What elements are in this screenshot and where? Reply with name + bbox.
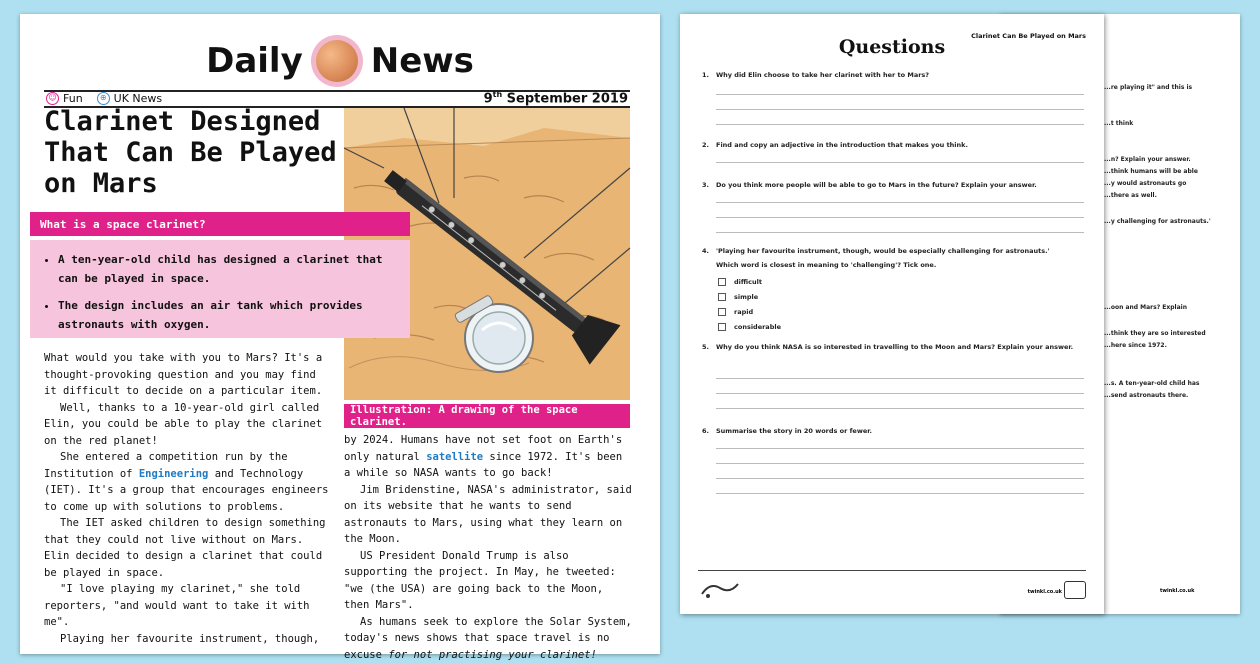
article-paragraph: What would you take with you to Mars? It's a thought-provoking question and you may find it difficult to decide on a particular item. <box>44 350 334 400</box>
back-text-line: ...think humans will be able <box>1104 168 1198 175</box>
question-6: 6. Summarise the story in 20 words or fewer. <box>702 426 1084 436</box>
checkbox[interactable] <box>718 293 726 301</box>
back-text-line: ...re playing it" and this is <box>1104 84 1192 91</box>
back-text-line: ...n? Explain your answer. <box>1104 156 1191 163</box>
article-headline: Clarinet Designed That Can Be Played on Mars <box>44 106 344 199</box>
answer-lines[interactable] <box>716 364 1084 409</box>
answer-lines[interactable] <box>716 188 1084 233</box>
back-text-line: ...oon and Mars? Explain <box>1104 304 1187 311</box>
masthead-news: News <box>371 41 474 81</box>
questions-title: Questions <box>680 36 1104 58</box>
summary-heading: What is a space clarinet? <box>30 212 410 236</box>
article-column-2 <box>344 432 634 663</box>
checkbox[interactable] <box>718 278 726 286</box>
back-text-line: ...send astronauts there. <box>1104 392 1188 399</box>
back-text-line: ...s. A ten-year-old child has <box>1104 380 1199 387</box>
checkbox[interactable] <box>718 323 726 331</box>
summary-point: • A ten-year-old child has designed a clarinet that can be played in space. <box>58 250 398 288</box>
question-2: 2. Find and copy an adjective in the introduction that makes you think. <box>702 140 1084 150</box>
back-footer-text: twinkl.co.uk <box>1160 588 1194 594</box>
glossary-link-engineering[interactable]: Engineering <box>139 468 209 480</box>
option-rapid[interactable]: rapid <box>718 308 753 316</box>
category-fun: Fun <box>63 92 83 105</box>
publication-date: 9th September 2019 <box>484 90 628 106</box>
back-text-line: ...t think <box>1104 120 1133 127</box>
badge-icon <box>1064 581 1086 599</box>
footer-text: twinkl.co.uk <box>1028 589 1062 595</box>
article-paragraph: Jim Bridenstine, NASA's administrator, said on its website that he wants to send astronauts to Mars, using what they learn on the Moon. <box>344 482 634 548</box>
summary-box <box>30 240 410 338</box>
question-4-instruction: Which word is closest in meaning to 'challenging'? Tick one. <box>716 260 936 270</box>
running-head: Clarinet Can Be Played on Mars <box>971 32 1086 40</box>
article-paragraph: "I love playing my clarinet," she told reporters, "and would want to take it with me". <box>44 581 334 631</box>
question-5: 5. Why do you think NASA is so interested in travelling to the Moon and Mars? Explain your answer. <box>702 342 1084 352</box>
answer-lines[interactable] <box>716 80 1084 125</box>
questions-page <box>680 14 1104 614</box>
category-uk-news: UK News <box>114 92 163 105</box>
article-paragraph: Well, thanks to a 10-year-old girl called Elin, you could be able to play the clarinet on the red planet! <box>44 400 334 450</box>
answer-lines[interactable] <box>716 434 1084 494</box>
checkbox[interactable] <box>718 308 726 316</box>
summary-point: • The design includes an air tank which provides astronauts with oxygen. <box>58 296 398 334</box>
glossary-link-satellite[interactable]: satellite <box>426 451 483 463</box>
article-paragraph: She entered a competition run by the Institution of Engineering and Technology (IET). It's a group that encourages engineers to come up with solutions to problems. <box>44 449 334 515</box>
smile-icon: ☺ <box>46 92 59 105</box>
question-4: 4. 'Playing her favourite instrument, though, would be especially challenging for astronauts.' <box>702 246 1084 256</box>
question-3: 3. Do you think more people will be able to go to Mars in the future? Explain your answer. <box>702 180 1084 190</box>
newspaper-page <box>20 14 660 654</box>
illustration-caption: Illustration: A drawing of the space clarinet. <box>344 404 630 428</box>
back-text-line: ...here since 1972. <box>1104 342 1167 349</box>
article-paragraph: US President Donald Trump is also supporting the project. In May, he tweeted: "we (the USA) are going back to the Moon, then Mars". <box>344 548 634 614</box>
option-considerable[interactable]: considerable <box>718 323 781 331</box>
masthead-daily: Daily <box>206 41 303 81</box>
twinkl-logo-icon <box>700 580 740 600</box>
article-paragraph: The IET asked children to design something that they could not live without on Mars. Elin decided to design a clarinet that could be played in space. <box>44 515 334 581</box>
mars-planet-icon <box>311 35 363 87</box>
back-text-line: ...think they are so interested <box>1104 330 1206 337</box>
globe-icon: ⊕ <box>97 92 110 105</box>
option-simple[interactable]: simple <box>718 293 758 301</box>
article-paragraph: Playing her favourite instrument, though, <box>44 631 334 648</box>
back-text-line: ...y challenging for astronauts.' <box>1104 218 1211 225</box>
option-difficult[interactable]: difficult <box>718 278 762 286</box>
answer-lines[interactable] <box>716 148 1084 163</box>
article-column-1 <box>44 350 334 647</box>
article-paragraph: As humans seek to explore the Solar System, today's news shows that space travel is no excuse for not practising your clarinet! <box>344 614 634 663</box>
back-text-line: ...y would astronauts go <box>1104 180 1186 187</box>
back-text-line: ...there as well. <box>1104 192 1157 199</box>
masthead <box>20 36 660 86</box>
question-1: 1. Why did Elin choose to take her clarinet with her to Mars? <box>702 70 1084 80</box>
article-paragraph: by 2024. Humans have not set foot on Earth's only natural satellite since 1972. It's been a while so NASA wants to go back! <box>344 432 634 482</box>
category-bar <box>46 90 628 106</box>
